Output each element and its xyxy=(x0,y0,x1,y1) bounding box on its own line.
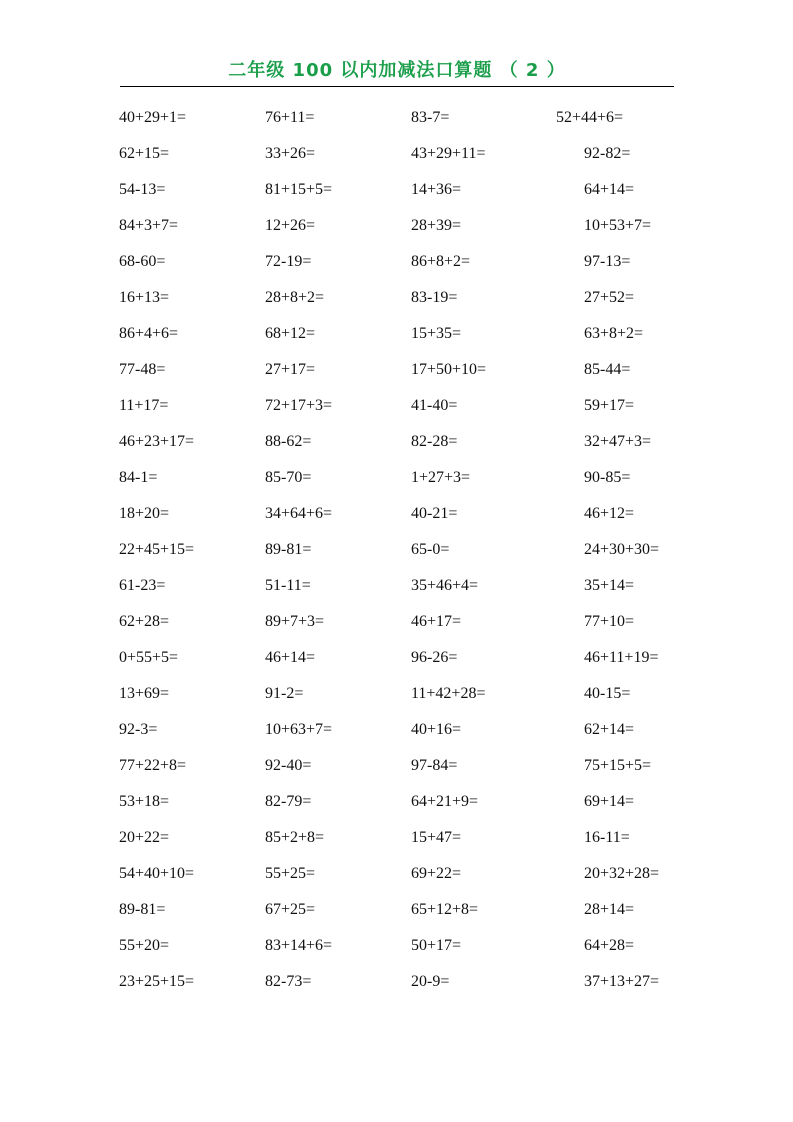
arithmetic-problem: 92-40= xyxy=(265,757,312,774)
arithmetic-problem: 61-23= xyxy=(119,577,166,594)
arithmetic-problem: 77-48= xyxy=(119,361,166,378)
page-title: 二年级 100 以内加减法口算题 （ 2 ） xyxy=(228,60,566,81)
arithmetic-problem: 33+26= xyxy=(265,145,316,162)
arithmetic-problem: 35+46+4= xyxy=(411,577,479,594)
arithmetic-problem: 96-26= xyxy=(411,649,458,666)
arithmetic-problem: 0+55+5= xyxy=(119,649,179,666)
arithmetic-problem: 68+12= xyxy=(265,325,316,342)
problem-row xyxy=(0,106,793,142)
arithmetic-problem: 83-7= xyxy=(411,109,450,126)
arithmetic-problem: 86+4+6= xyxy=(119,325,179,342)
problem-row xyxy=(0,178,793,214)
arithmetic-problem: 88-62= xyxy=(265,433,312,450)
arithmetic-problem: 1+27+3= xyxy=(411,469,471,486)
problem-row xyxy=(0,394,793,430)
problem-row xyxy=(0,754,793,790)
problem-row xyxy=(0,826,793,862)
arithmetic-problem: 84-1= xyxy=(119,469,158,486)
arithmetic-problem: 40-21= xyxy=(411,505,458,522)
arithmetic-problem: 27+52= xyxy=(584,289,635,306)
arithmetic-problem: 27+17= xyxy=(265,361,316,378)
arithmetic-problem: 51-11= xyxy=(265,577,311,594)
problem-row xyxy=(0,970,793,1006)
problem-row xyxy=(0,574,793,610)
problem-row xyxy=(0,862,793,898)
arithmetic-problem: 28+8+2= xyxy=(265,289,325,306)
arithmetic-problem: 10+63+7= xyxy=(265,721,333,738)
arithmetic-problem: 32+47+3= xyxy=(584,433,652,450)
arithmetic-problem: 62+15= xyxy=(119,145,170,162)
arithmetic-problem: 11+42+28= xyxy=(411,685,486,702)
problem-row xyxy=(0,790,793,826)
arithmetic-problem: 83+14+6= xyxy=(265,937,333,954)
problem-row xyxy=(0,286,793,322)
arithmetic-problem: 69+22= xyxy=(411,865,462,882)
problem-row xyxy=(0,358,793,394)
arithmetic-problem: 43+29+11= xyxy=(411,145,486,162)
arithmetic-problem: 64+28= xyxy=(584,937,635,954)
arithmetic-problem: 86+8+2= xyxy=(411,253,471,270)
arithmetic-problem: 75+15+5= xyxy=(584,757,652,774)
arithmetic-problem: 72+17+3= xyxy=(265,397,333,414)
problem-grid xyxy=(0,106,793,1006)
arithmetic-problem: 34+64+6= xyxy=(265,505,333,522)
title-divider xyxy=(120,86,674,87)
arithmetic-problem: 83-19= xyxy=(411,289,458,306)
problem-row xyxy=(0,682,793,718)
arithmetic-problem: 54+40+10= xyxy=(119,865,195,882)
problem-row xyxy=(0,142,793,178)
arithmetic-problem: 59+17= xyxy=(584,397,635,414)
arithmetic-problem: 41-40= xyxy=(411,397,458,414)
problem-row xyxy=(0,610,793,646)
arithmetic-problem: 65-0= xyxy=(411,541,450,558)
arithmetic-problem: 90-85= xyxy=(584,469,631,486)
arithmetic-problem: 46+12= xyxy=(584,505,635,522)
problem-row xyxy=(0,898,793,934)
problem-row xyxy=(0,466,793,502)
problem-row xyxy=(0,718,793,754)
arithmetic-problem: 16-11= xyxy=(584,829,630,846)
arithmetic-problem: 35+14= xyxy=(584,577,635,594)
arithmetic-problem: 20+32+28= xyxy=(584,865,660,882)
arithmetic-problem: 46+23+17= xyxy=(119,433,195,450)
arithmetic-problem: 81+15+5= xyxy=(265,181,333,198)
arithmetic-problem: 13+69= xyxy=(119,685,170,702)
arithmetic-problem: 62+28= xyxy=(119,613,170,630)
arithmetic-problem: 97-84= xyxy=(411,757,458,774)
arithmetic-problem: 20+22= xyxy=(119,829,170,846)
arithmetic-problem: 64+21+9= xyxy=(411,793,479,810)
arithmetic-problem: 68-60= xyxy=(119,253,166,270)
arithmetic-problem: 82-79= xyxy=(265,793,312,810)
problem-row xyxy=(0,430,793,466)
arithmetic-problem: 97-13= xyxy=(584,253,631,270)
arithmetic-problem: 15+35= xyxy=(411,325,462,342)
arithmetic-problem: 77+10= xyxy=(584,613,635,630)
arithmetic-problem: 84+3+7= xyxy=(119,217,179,234)
arithmetic-problem: 17+50+10= xyxy=(411,361,487,378)
arithmetic-problem: 40+16= xyxy=(411,721,462,738)
arithmetic-problem: 40+29+1= xyxy=(119,109,187,126)
arithmetic-problem: 46+11+19= xyxy=(584,649,659,666)
arithmetic-problem: 15+47= xyxy=(411,829,462,846)
arithmetic-problem: 18+20= xyxy=(119,505,170,522)
arithmetic-problem: 77+22+8= xyxy=(119,757,187,774)
arithmetic-problem: 67+25= xyxy=(265,901,316,918)
arithmetic-problem: 65+12+8= xyxy=(411,901,479,918)
arithmetic-problem: 50+17= xyxy=(411,937,462,954)
arithmetic-problem: 37+13+27= xyxy=(584,973,660,990)
arithmetic-problem: 63+8+2= xyxy=(584,325,644,342)
problem-row xyxy=(0,934,793,970)
arithmetic-problem: 89-81= xyxy=(265,541,312,558)
arithmetic-problem: 28+14= xyxy=(584,901,635,918)
problem-row xyxy=(0,538,793,574)
arithmetic-problem: 46+14= xyxy=(265,649,316,666)
arithmetic-problem: 69+14= xyxy=(584,793,635,810)
arithmetic-problem: 82-28= xyxy=(411,433,458,450)
arithmetic-problem: 11+17= xyxy=(119,397,169,414)
arithmetic-problem: 55+20= xyxy=(119,937,170,954)
arithmetic-problem: 14+36= xyxy=(411,181,462,198)
arithmetic-problem: 28+39= xyxy=(411,217,462,234)
arithmetic-problem: 53+18= xyxy=(119,793,170,810)
arithmetic-problem: 16+13= xyxy=(119,289,170,306)
arithmetic-problem: 20-9= xyxy=(411,973,450,990)
arithmetic-problem: 22+45+15= xyxy=(119,541,195,558)
arithmetic-problem: 89+7+3= xyxy=(265,613,325,630)
arithmetic-problem: 23+25+15= xyxy=(119,973,195,990)
arithmetic-problem: 85-44= xyxy=(584,361,631,378)
arithmetic-problem: 85+2+8= xyxy=(265,829,325,846)
arithmetic-problem: 40-15= xyxy=(584,685,631,702)
arithmetic-problem: 76+11= xyxy=(265,109,315,126)
arithmetic-problem: 89-81= xyxy=(119,901,166,918)
arithmetic-problem: 55+25= xyxy=(265,865,316,882)
problem-row xyxy=(0,250,793,286)
arithmetic-problem: 12+26= xyxy=(265,217,316,234)
arithmetic-problem: 82-73= xyxy=(265,973,312,990)
arithmetic-problem: 24+30+30= xyxy=(584,541,660,558)
arithmetic-problem: 46+17= xyxy=(411,613,462,630)
arithmetic-problem: 62+14= xyxy=(584,721,635,738)
arithmetic-problem: 54-13= xyxy=(119,181,166,198)
arithmetic-problem: 92-82= xyxy=(584,145,631,162)
arithmetic-problem: 52+44+6= xyxy=(556,109,624,126)
problem-row xyxy=(0,322,793,358)
arithmetic-problem: 92-3= xyxy=(119,721,158,738)
arithmetic-problem: 91-2= xyxy=(265,685,304,702)
arithmetic-problem: 72-19= xyxy=(265,253,312,270)
problem-row xyxy=(0,214,793,250)
arithmetic-problem: 10+53+7= xyxy=(584,217,652,234)
arithmetic-problem: 64+14= xyxy=(584,181,635,198)
problem-row xyxy=(0,502,793,538)
arithmetic-problem: 85-70= xyxy=(265,469,312,486)
problem-row xyxy=(0,646,793,682)
